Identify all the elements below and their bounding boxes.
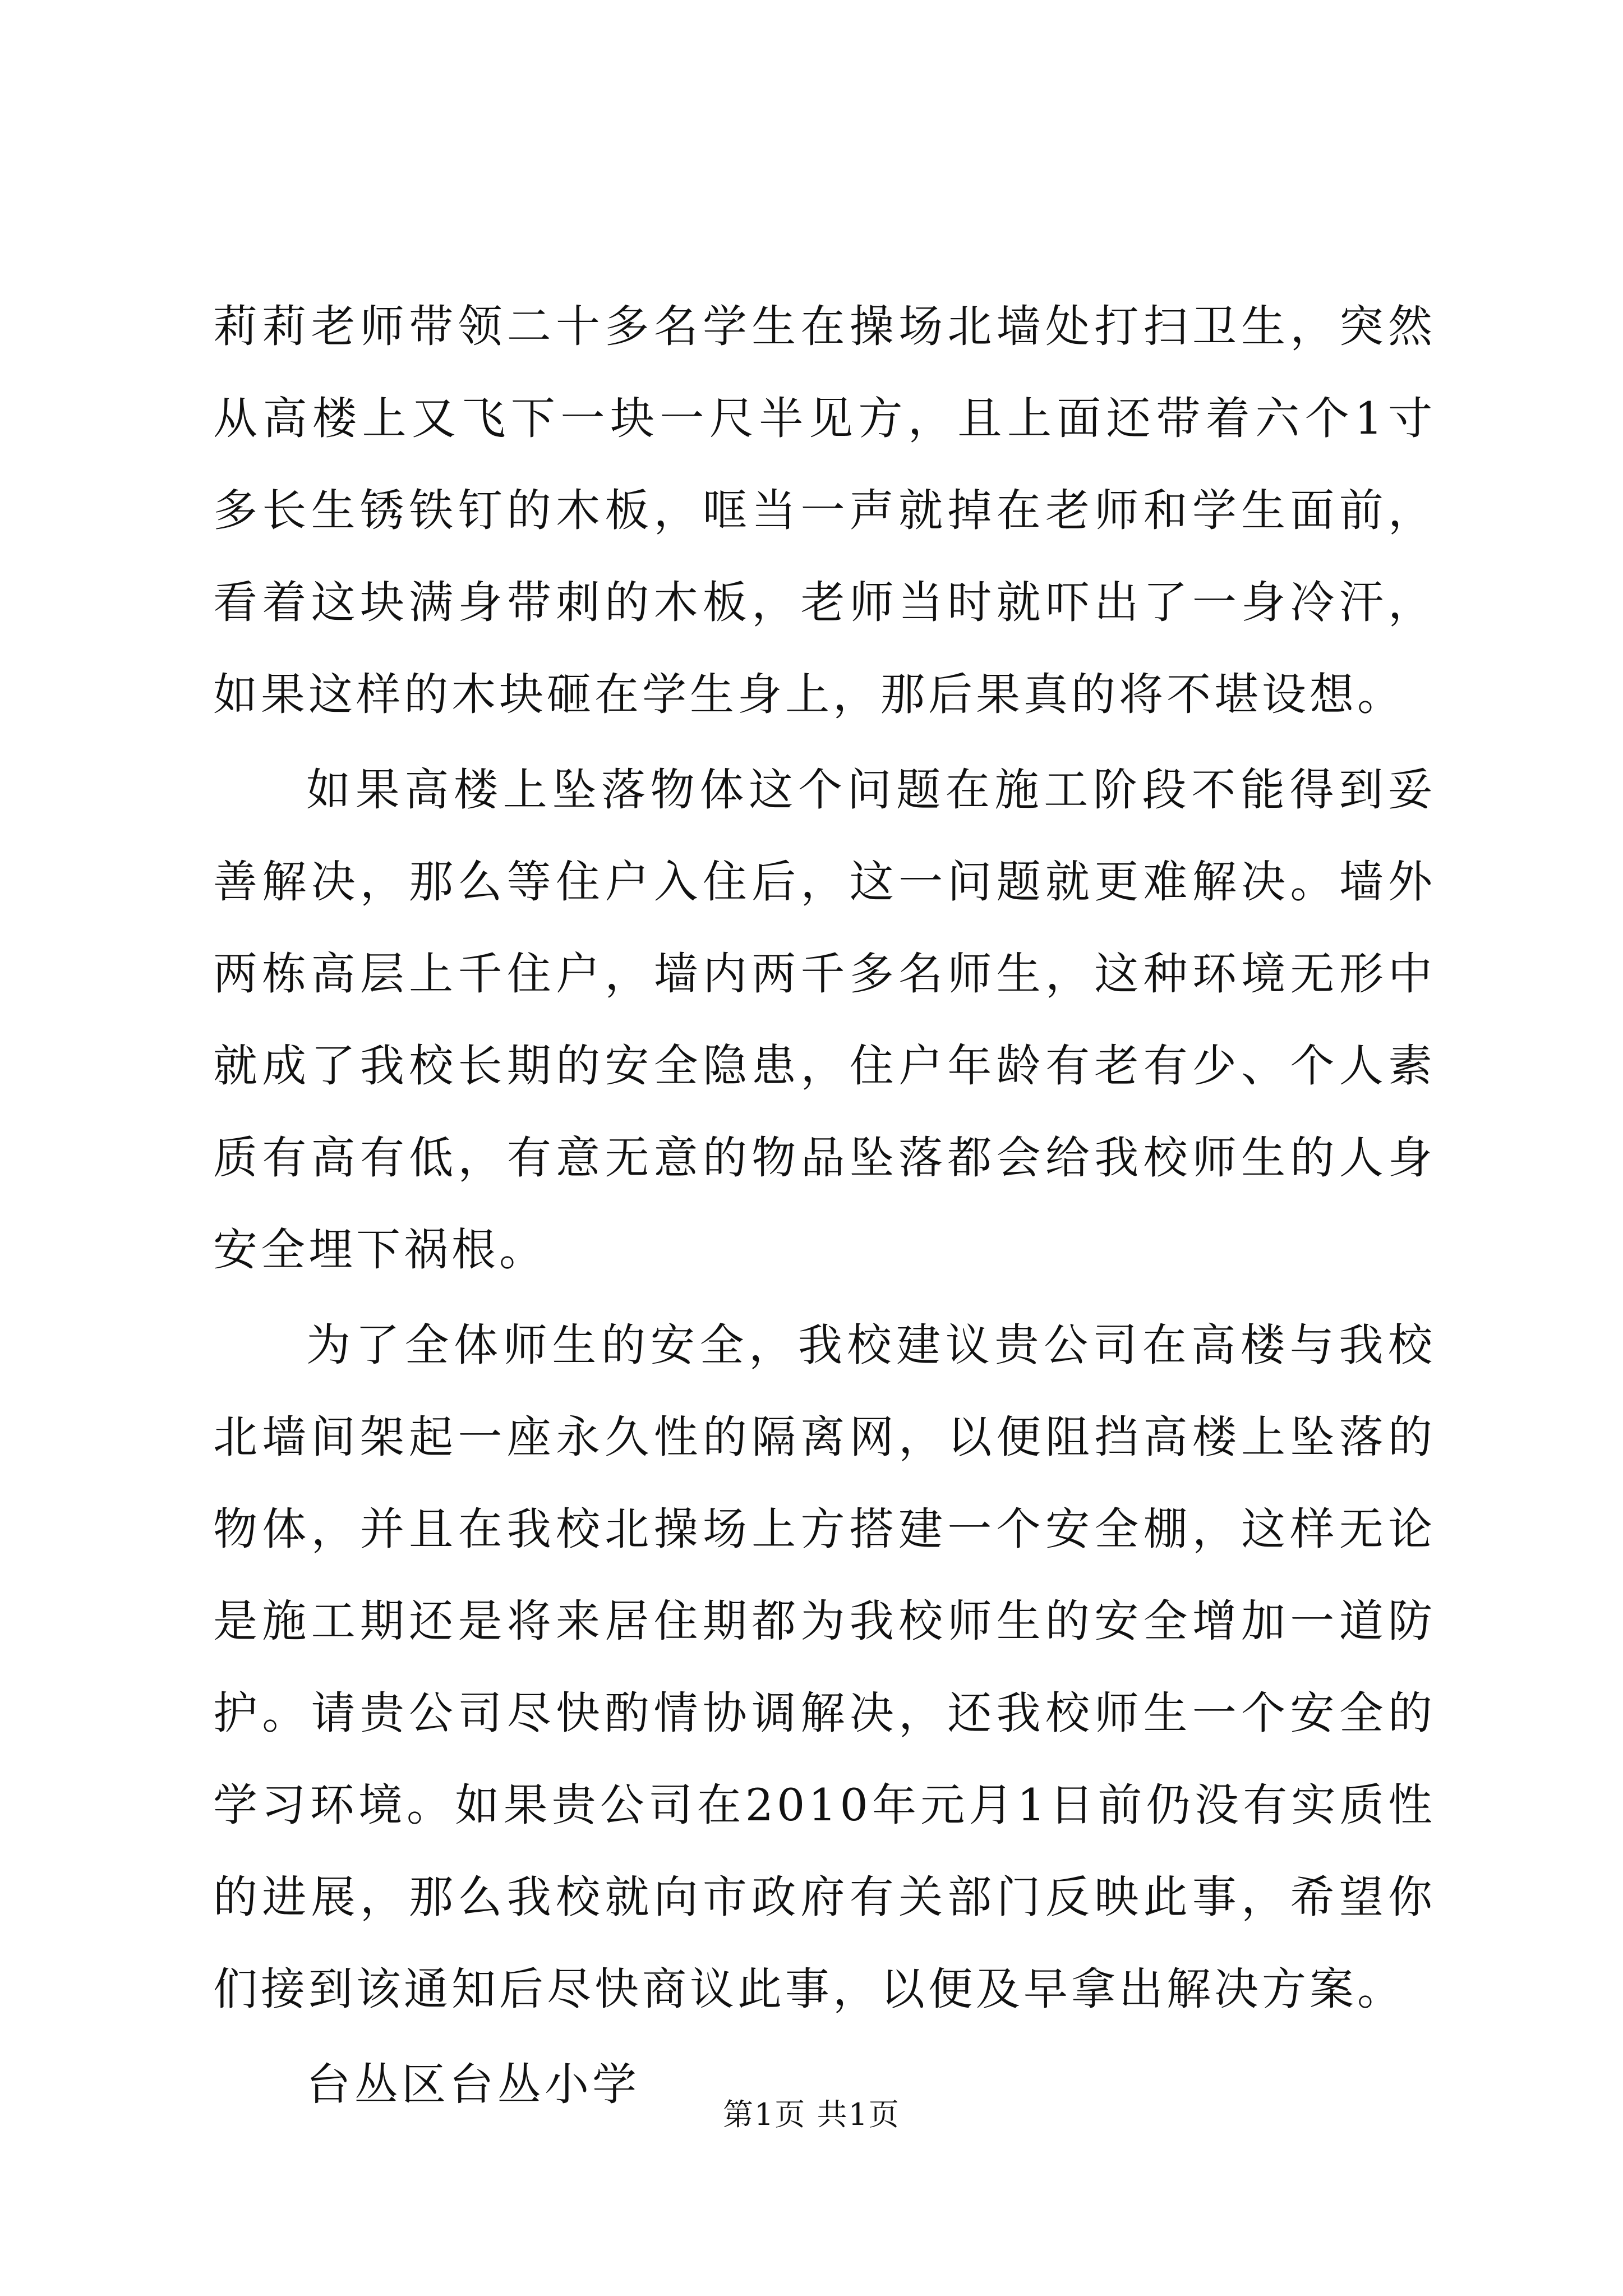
paragraph-safety-proposal: 为了全体师生的安全，我校建议贵公司在高楼与我校北墙间架起一座永久性的隔离网，以便阻挡高楼上坠落的物体，并且在我校北操场上方搭建一个安全棚，这样无论是施工期还是将来居住期都为我校师生的安全增加一道防护。请贵公司尽快酌情协调解决，还我校师生一个安全的学习环境。如果贵公司在2010年元月1日前仍没有实质性的进展，那么我校就向市政府有关部门反映此事，希望你们接到该通知后尽快商议此事，以便及早拿出解决方案。 <box>213 1319 1436 2015</box>
paragraph-continued: 莉莉老师带领二十多名学生在操场北墙处打扫卫生，突然从高楼上又飞下一块一尺半见方，且上面还带着六个1寸多长生锈铁钉的木板，哐当一声就掉在老师和学生面前，看着这块满身带刺的木板，老师当时就吓出了一身冷汗，如果这样的木块砸在学生身上，那后果真的将不堪设想。 <box>213 301 1436 720</box>
document-body <box>213 280 1436 2131</box>
paragraph-falling-objects: 如果高楼上坠落物体这个问题在施工阶段不能得到妥善解决，那么等住户入住后，这一问题就更难解决。墙外两栋高层上千住户，墙内两千多名师生，这种环境无形中就成了我校长期的安全隐患，住户年龄有老有少、个人素质有高有低，有意无意的物品坠落都会给我校师生的人身安全埋下祸根。 <box>213 764 1436 1276</box>
page-footer: 第1页 共1页 <box>723 2097 900 2132</box>
signature-school: 台丛区台丛小学 <box>306 2059 640 2110</box>
